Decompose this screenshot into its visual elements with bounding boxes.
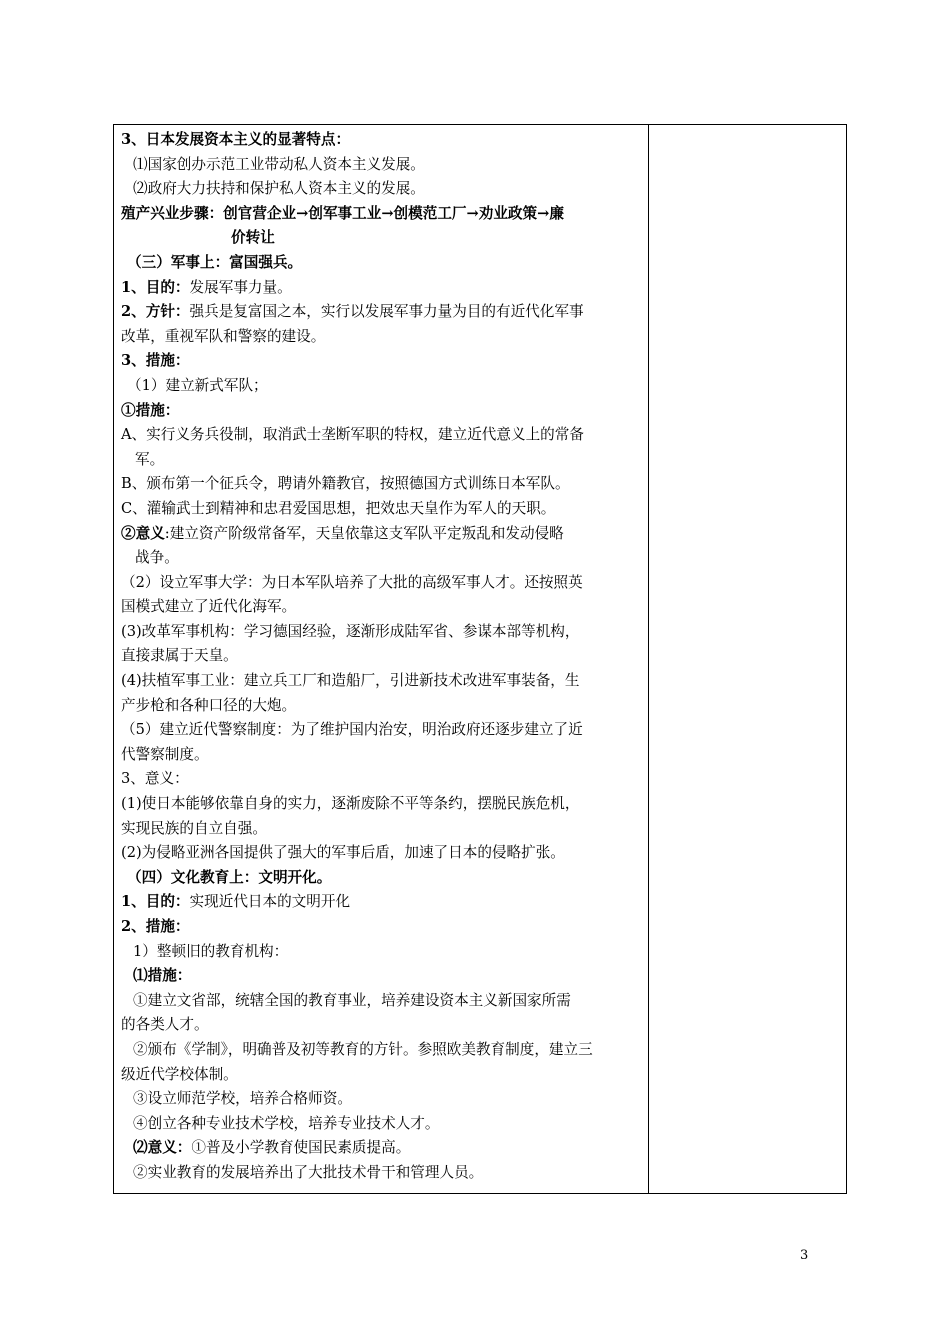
text-line: 产步枪和各种口径的大炮。 <box>121 696 297 714</box>
text-line: ⑵政府大力扶持和保护私人资本主义的发展。 <box>133 180 425 198</box>
text-line: 1、目的：实现近代日本的文明开化 <box>121 893 351 911</box>
text-line: （5）建立近代警察制度：为了维护国内治安，明治政府还逐步建立了近 <box>121 721 583 739</box>
text-line: 国模式建立了近代化海军。 <box>121 598 297 616</box>
text-line: 3、日本发展资本主义的显著特点： <box>121 131 351 148</box>
text-line: (1)使日本能够依靠自身的实力，逐渐废除不平等条约，摆脱民族危机， <box>121 795 580 813</box>
text-line: 3、意义： <box>121 770 189 788</box>
text-line: (4)扶植军事工业：建立兵工厂和造船厂，引进新技术改进军事装备，生 <box>121 672 580 690</box>
text-line: 代警察制度。 <box>121 745 209 763</box>
text-line: C、灌输武士到精神和忠君爱国思想，把效忠天皇作为军人的天职。 <box>121 499 556 517</box>
text-line: 2、措施： <box>121 918 190 935</box>
text-line: ⑵意义：①普及小学教育使国民素质提高。 <box>133 1139 411 1157</box>
text-line: ①建立文省部，统辖全国的教育事业，培养建设资本主义新国家所需 <box>133 991 571 1009</box>
text-line: (3)改革军事机构：学习德国经验，逐渐形成陆军省、参谋本部等机构， <box>121 622 580 640</box>
text-line: ⑴措施： <box>133 967 192 985</box>
text-line: ②实业教育的发展培养出了大批技术骨干和管理人员。 <box>133 1163 484 1181</box>
text-line: 实现民族的自立自强。 <box>121 819 267 837</box>
text-line: (2)为侵略亚洲各国提供了强大的军事后盾，加速了日本的侵略扩张。 <box>121 844 565 862</box>
text-line: 战争。 <box>135 549 179 567</box>
page-number: 3 <box>800 1248 809 1263</box>
text-line: ⑴国家创办示范工业带动私人资本主义发展。 <box>133 155 425 173</box>
text-line: A、实行义务兵役制，取消武士垄断军职的特权，建立近代意义上的常备 <box>121 426 584 444</box>
text-line: 改革，重视军队和警察的建设。 <box>121 327 326 345</box>
text-line: 1、目的：发展军事力量。 <box>121 278 292 296</box>
text-line: （1）建立新式军队； <box>127 376 268 394</box>
text-line: 的各类人才。 <box>121 1016 209 1034</box>
text-line: ②颁布《学制》，明确普及初等教育的方针。参照欧美教育制度，建立三 <box>133 1040 593 1058</box>
text-line: B、颁布第一个征兵令，聘请外籍教官，按照德国方式训练日本军队。 <box>121 475 570 493</box>
text-line: ②意义:建立资产阶级常备军，天皇依靠这支军队平定叛乱和发动侵略 <box>121 524 564 542</box>
section-heading: （四）文化教育上：文明开化。 <box>127 868 332 886</box>
text-line: 级近代学校体制。 <box>121 1065 238 1083</box>
left-cell-content <box>121 128 639 1186</box>
text-line: 3、措施： <box>121 352 190 370</box>
column-divider <box>648 125 649 1193</box>
content-table <box>113 124 847 1194</box>
text-line: 2、方针：强兵是复富国之本，实行以发展军事力量为目的有近代化军事 <box>121 303 584 321</box>
text-line: ③设立师范学校，培养合格师资。 <box>133 1090 352 1108</box>
text-line: 1）整顿旧的教育机构： <box>133 942 289 960</box>
text-line: （2）设立军事大学：为日本军队培养了大批的高级军事人才。还按照英 <box>121 573 583 591</box>
text-line: 价转让 <box>231 229 275 247</box>
text-line: 军。 <box>135 450 165 468</box>
text-line: 直接隶属于天皇。 <box>121 647 238 665</box>
text-line: ④创立各种专业技术学校，培养专业技术人才。 <box>133 1114 440 1132</box>
section-heading: （三）军事上：富国强兵。 <box>127 253 303 271</box>
text-line: 殖产兴业步骤：创官营企业→创军事工业→创模范工厂→劝业政策→廉 <box>121 204 564 222</box>
text-line: ①措施： <box>121 401 180 419</box>
